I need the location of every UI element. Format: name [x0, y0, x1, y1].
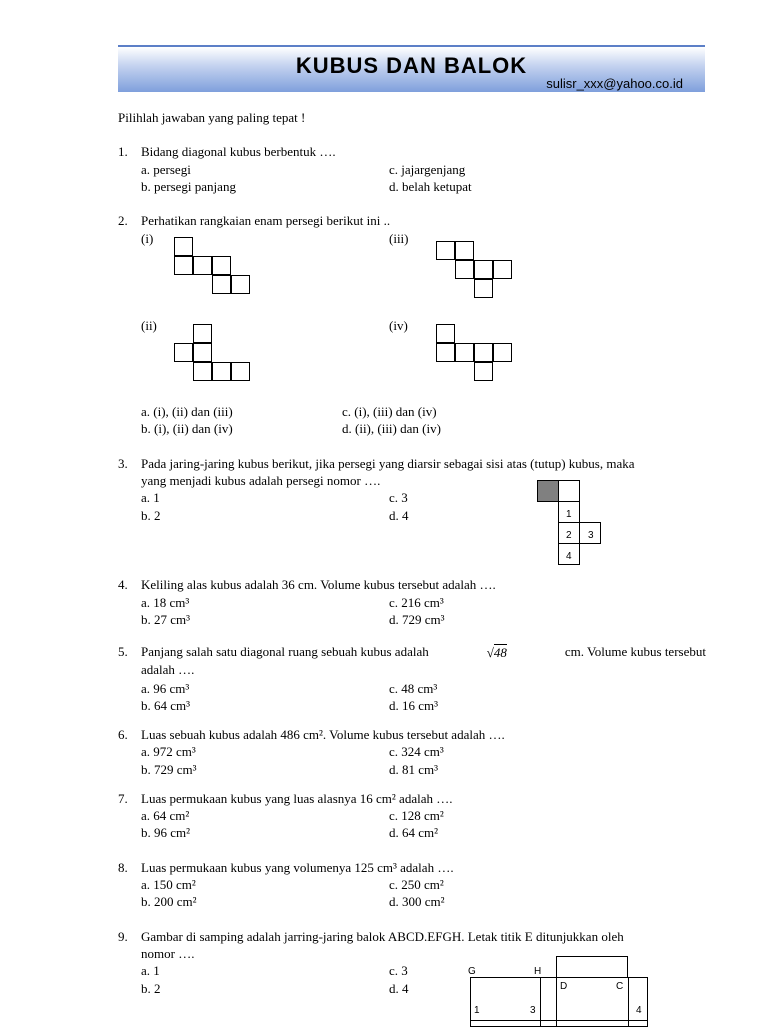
vertex-label-h: H	[534, 966, 542, 977]
question-number: 5.	[118, 644, 128, 659]
figure-label-iii: (iii)	[389, 231, 409, 246]
net-label-1: 1	[566, 509, 572, 520]
question-text: Luas permukaan kubus yang volumenya 125 cm³ adalah ….	[141, 860, 454, 875]
question-number: 3.	[118, 456, 128, 471]
option-c: c. 324 cm³	[389, 744, 444, 759]
vertex-label-g: G	[468, 966, 476, 977]
question-number: 8.	[118, 860, 128, 875]
option-d: d. 16 cm³	[389, 698, 439, 713]
option-c: c. (i), (iii) dan (iv)	[342, 404, 437, 419]
page-title: KUBUS DAN BALOK	[295, 53, 528, 78]
figure-label-ii: (ii)	[141, 318, 157, 333]
cube-net-q3	[537, 480, 607, 570]
net-label-3: 3	[588, 530, 594, 541]
option-a: a. 972 cm³	[141, 744, 196, 759]
question-text: Luas permukaan kubus yang luas alasnya 16 cm² adalah ….	[141, 791, 453, 806]
option-d: d. 4	[389, 508, 409, 523]
option-a: a. 150 cm²	[141, 877, 196, 892]
option-b: b. 2	[141, 981, 161, 996]
option-a: a. (i), (ii) dan (iii)	[141, 404, 233, 419]
figure-label-iv: (iv)	[389, 318, 408, 333]
sqrt-icon: √	[486, 645, 494, 660]
option-c: c. jajargenjang	[389, 162, 466, 177]
question-text: Panjang salah satu diagonal ruang sebuah kubus adalah	[141, 644, 429, 659]
box-net-q9	[470, 956, 660, 1024]
question-number: 2.	[118, 213, 128, 228]
option-d: d. (ii), (iii) dan (iv)	[342, 421, 441, 436]
shaded-square	[537, 480, 559, 502]
question-text: Gambar di samping adalah jarring-jaring balok ABCD.EFGH. Letak titik E ditunjukkan oleh	[141, 929, 624, 944]
option-c: c. 3	[389, 490, 408, 505]
question-number: 1.	[118, 144, 128, 159]
option-d: d. 300 cm²	[389, 894, 445, 909]
option-c: c. 48 cm³	[389, 681, 438, 696]
net-figure-i	[174, 237, 254, 297]
option-a: a. 1	[141, 963, 160, 978]
option-a: a. 1	[141, 490, 160, 505]
net-label-4: 4	[566, 551, 572, 562]
option-c: c. 128 cm²	[389, 808, 444, 823]
question-number: 6.	[118, 727, 128, 742]
option-b: b. persegi panjang	[141, 179, 236, 194]
option-d: d. 64 cm²	[389, 825, 439, 840]
instruction: Pilihlah jawaban yang paling tepat !	[118, 110, 306, 125]
net-label-1: 1	[474, 1005, 480, 1016]
question-text: Perhatikan rangkaian enam persegi berikut ini ..	[141, 213, 391, 228]
author-email: sulisr_xxx@yahoo.co.id	[546, 76, 683, 91]
net-figure-ii	[174, 324, 254, 384]
option-d: d. 4	[389, 981, 409, 996]
question-number: 7.	[118, 791, 128, 806]
option-b: b. (i), (ii) dan (iv)	[141, 421, 233, 436]
option-a: a. 96 cm³	[141, 681, 190, 696]
net-label-3: 3	[530, 1005, 536, 1016]
option-a: a. 18 cm³	[141, 595, 190, 610]
option-c: c. 3	[389, 963, 408, 978]
option-c: c. 250 cm²	[389, 877, 444, 892]
question-text-cont: adalah ….	[141, 662, 195, 677]
option-d: d. 81 cm³	[389, 762, 439, 777]
option-d: d. 729 cm³	[389, 612, 445, 627]
option-b: b. 96 cm²	[141, 825, 191, 840]
question-text-row	[141, 644, 706, 660]
sqrt-expression	[487, 644, 507, 660]
option-b: b. 27 cm³	[141, 612, 191, 627]
question-text: Bidang diagonal kubus berbentuk ….	[141, 144, 336, 159]
question-text-after: cm. Volume kubus tersebut	[564, 644, 706, 659]
vertex-label-c: C	[616, 981, 624, 992]
option-b: b. 729 cm³	[141, 762, 197, 777]
option-b: b. 200 cm²	[141, 894, 197, 909]
option-a: a. persegi	[141, 162, 191, 177]
question-text: Pada jaring-jaring kubus berikut, jika persegi yang diarsir sebagai sisi atas (tutup) kubus, maka	[141, 456, 635, 471]
header-banner	[118, 45, 705, 92]
option-b: b. 64 cm³	[141, 698, 191, 713]
net-figure-iv	[436, 324, 516, 384]
question-text-cont: yang menjadi kubus adalah persegi nomor ….	[141, 473, 381, 488]
option-a: a. 64 cm²	[141, 808, 190, 823]
net-label-2: 2	[566, 530, 572, 541]
question-text: Keliling alas kubus adalah 36 cm. Volume kubus tersebut adalah ….	[141, 577, 496, 592]
option-c: c. 216 cm³	[389, 595, 444, 610]
vertex-label-d: D	[560, 981, 568, 992]
question-text: Luas sebuah kubus adalah 486 cm². Volume kubus tersebut adalah ….	[141, 727, 505, 742]
figure-label-i: (i)	[141, 231, 154, 246]
net-label-4: 4	[636, 1005, 642, 1016]
question-number: 4.	[118, 577, 128, 592]
option-b: b. 2	[141, 508, 161, 523]
net-figure-iii	[436, 241, 516, 301]
question-text-cont: nomor ….	[141, 946, 195, 961]
sqrt-value: 48	[493, 645, 507, 660]
question-number: 9.	[118, 929, 128, 944]
option-d: d. belah ketupat	[389, 179, 472, 194]
